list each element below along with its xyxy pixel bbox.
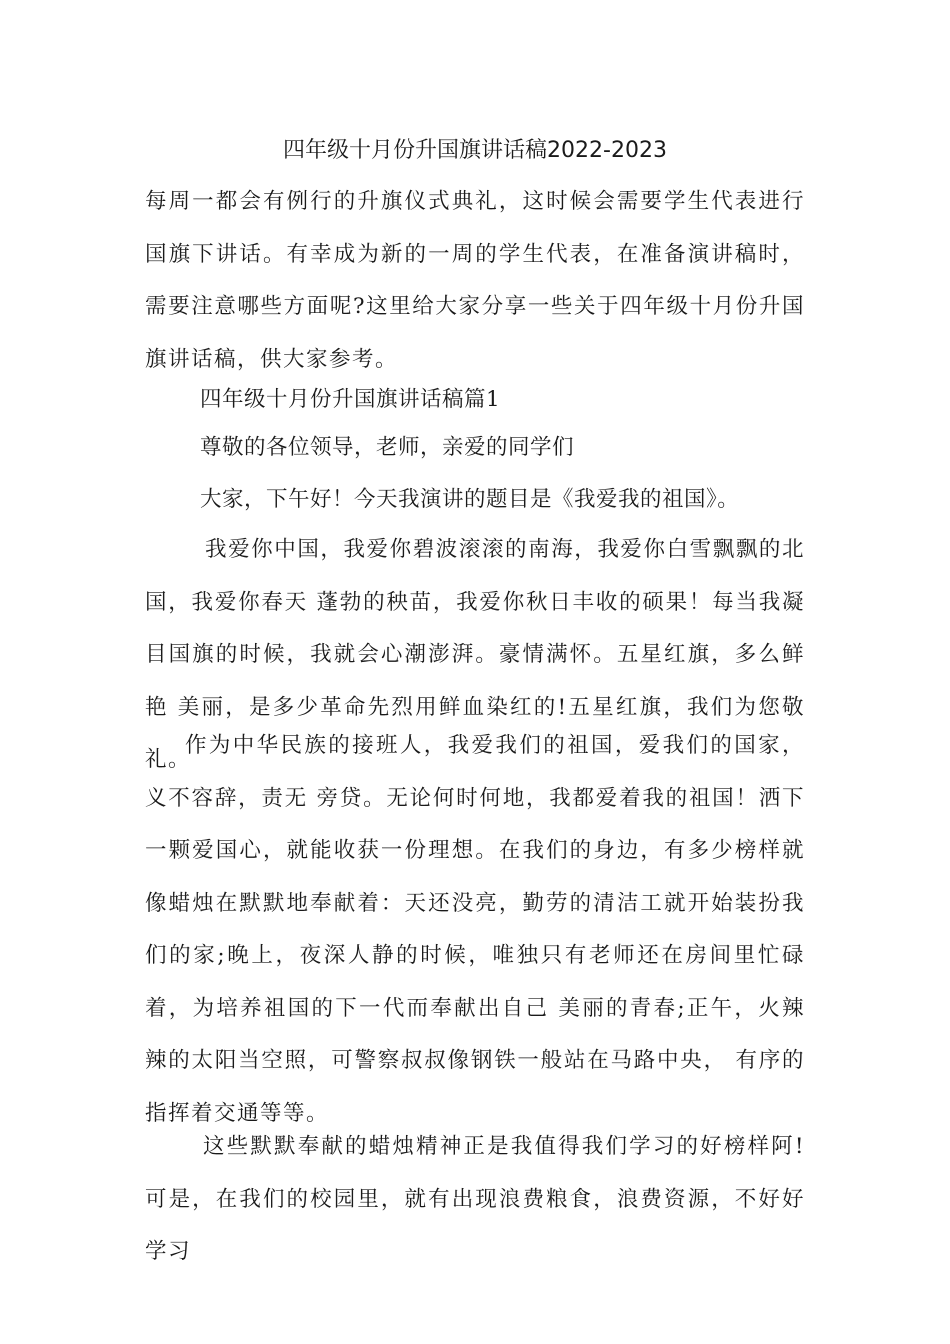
greeting-line: 尊敬的各位领导，老师，亲爱的同学们 (200, 435, 575, 460)
paragraph-candle-spirit: 这些默默奉献的蜡烛精神正是我值得我们学习的好榜样阿!可是，在我们的校园里，就有出现浪费粮食，浪费资源，不好好学习 (145, 1134, 805, 1264)
paragraph-duty: 作为中华民族的接班人，我爱我们的祖国，爱我们的国家，义不容辞，责无 旁贷。无论何时何地，我都爱着我的祖国！洒下一颗爱国心，就能收获一份理想。在我们的身边，有多少榜样就像蜡烛在默默地奉献着：天还没亮，勤劳的清洁工就开始装扮我们的家;晚上，夜深人静的时候，唯独只有老师还在房间里忙碌着，为培养祖国的下一代而奉献出自己 美丽的青春;正午，火辣辣的太阳当空照，可警察叔叔像钢铁一般站在马路中央， 有序的指挥着交通等等。 (145, 733, 805, 1126)
document-title: 四年级十月份升国旗讲话稿2022-2023 (283, 138, 667, 163)
section-heading: 四年级十月份升国旗讲话稿篇1 (200, 387, 501, 412)
opening-line: 大家，下午好！今天我演讲的题目是《我爱我的祖国》。 (200, 487, 740, 512)
paragraph-love-of-country: 我爱你中国，我爱你碧波滚滚的南海，我爱你白雪飘飘的北国，我爱你春天 蓬勃的秧苗，我爱你秋日丰收的硕果！每当我凝目国旗的时候，我就会心潮澎湃。豪情满怀。五星红旗，多么鲜艳 美丽，是多少革命先烈用鲜血染红的!五星红旗，我们为您敬礼。 (145, 537, 805, 772)
intro-paragraph: 每周一都会有例行的升旗仪式典礼，这时候会需要学生代表进行国旗下讲话。有幸成为新的一周的学生代表，在准备演讲稿时，需要注意哪些方面呢?这里给大家分享一些关于四年级十月份升国旗讲话稿，供大家参考。 (145, 189, 805, 372)
